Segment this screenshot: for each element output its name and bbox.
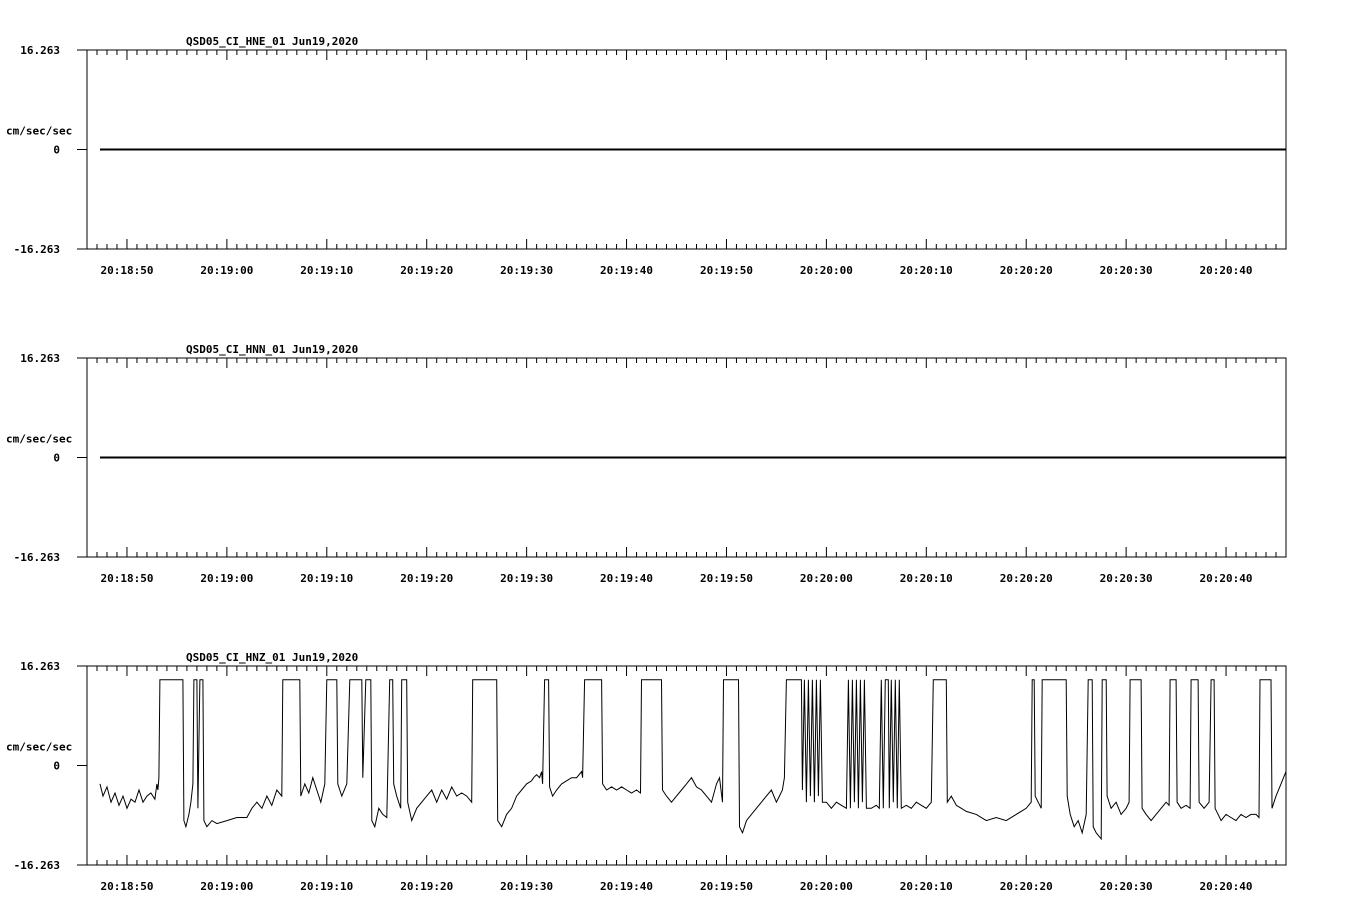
x-tick-label: 20:20:10 [899,572,953,585]
x-tick-label: 20:18:50 [100,880,154,893]
x-tick-label: 20:19:40 [600,572,654,585]
x-tick-label: 20:19:00 [200,880,254,893]
y-tick-label: 0 [53,451,60,465]
y-tick-label: -16.263 [13,859,60,872]
x-tick-label: 20:20:40 [1199,572,1253,585]
x-tick-label: 20:19:20 [400,264,454,277]
y-tick-label: 16.263 [20,352,60,365]
x-tick-label: 20:19:10 [300,880,354,893]
x-tick-label: 20:19:20 [400,880,454,893]
y-tick-label: 16.263 [20,44,60,57]
y-tick-label: 0 [53,143,60,157]
x-tick-label: 20:19:10 [300,264,354,277]
x-tick-label: 20:20:30 [1099,572,1153,585]
x-tick-label: 20:20:20 [999,880,1053,893]
y-tick-label: -16.263 [13,551,60,564]
x-tick-label: 20:20:40 [1199,264,1253,277]
x-tick-label: 20:20:20 [999,572,1053,585]
x-tick-label: 20:19:30 [500,572,554,585]
x-tick-label: 20:19:00 [200,264,254,277]
chart-title: QSD05_CI_HNZ_01 Jun19,2020 [186,651,359,664]
y-tick-label: -16.263 [13,243,60,256]
x-tick-label: 20:20:10 [899,880,953,893]
x-tick-label: 20:20:00 [799,572,853,585]
x-tick-label: 20:20:10 [899,264,953,277]
y-axis-label: cm/sec/sec [6,432,73,446]
y-axis-label: cm/sec/sec [6,124,73,138]
x-tick-label: 20:19:30 [500,264,554,277]
x-tick-label: 20:19:40 [600,264,654,277]
chart-title: QSD05_CI_HNN_01 Jun19,2020 [186,343,359,356]
x-tick-label: 20:19:40 [600,880,654,893]
x-tick-label: 20:20:20 [999,264,1053,277]
x-tick-label: 20:18:50 [100,264,154,277]
chart-title: QSD05_CI_HNE_01 Jun19,2020 [186,35,359,48]
x-tick-label: 20:19:50 [699,264,753,277]
x-tick-label: 20:19:10 [300,572,354,585]
x-tick-label: 20:19:00 [200,572,254,585]
x-tick-label: 20:19:50 [699,880,753,893]
x-tick-label: 20:20:00 [799,880,853,893]
y-tick-label: 16.263 [20,660,60,673]
waveform-trace [100,680,1286,839]
x-tick-label: 20:20:30 [1099,264,1153,277]
x-tick-label: 20:19:30 [500,880,554,893]
x-tick-label: 20:18:50 [100,572,154,585]
y-tick-label: 0 [53,759,60,773]
x-tick-label: 20:20:30 [1099,880,1153,893]
y-axis-label: cm/sec/sec [6,740,73,754]
x-tick-label: 20:20:00 [799,264,853,277]
x-tick-label: 20:19:20 [400,572,454,585]
x-tick-label: 20:20:40 [1199,880,1253,893]
x-tick-label: 20:19:50 [699,572,753,585]
